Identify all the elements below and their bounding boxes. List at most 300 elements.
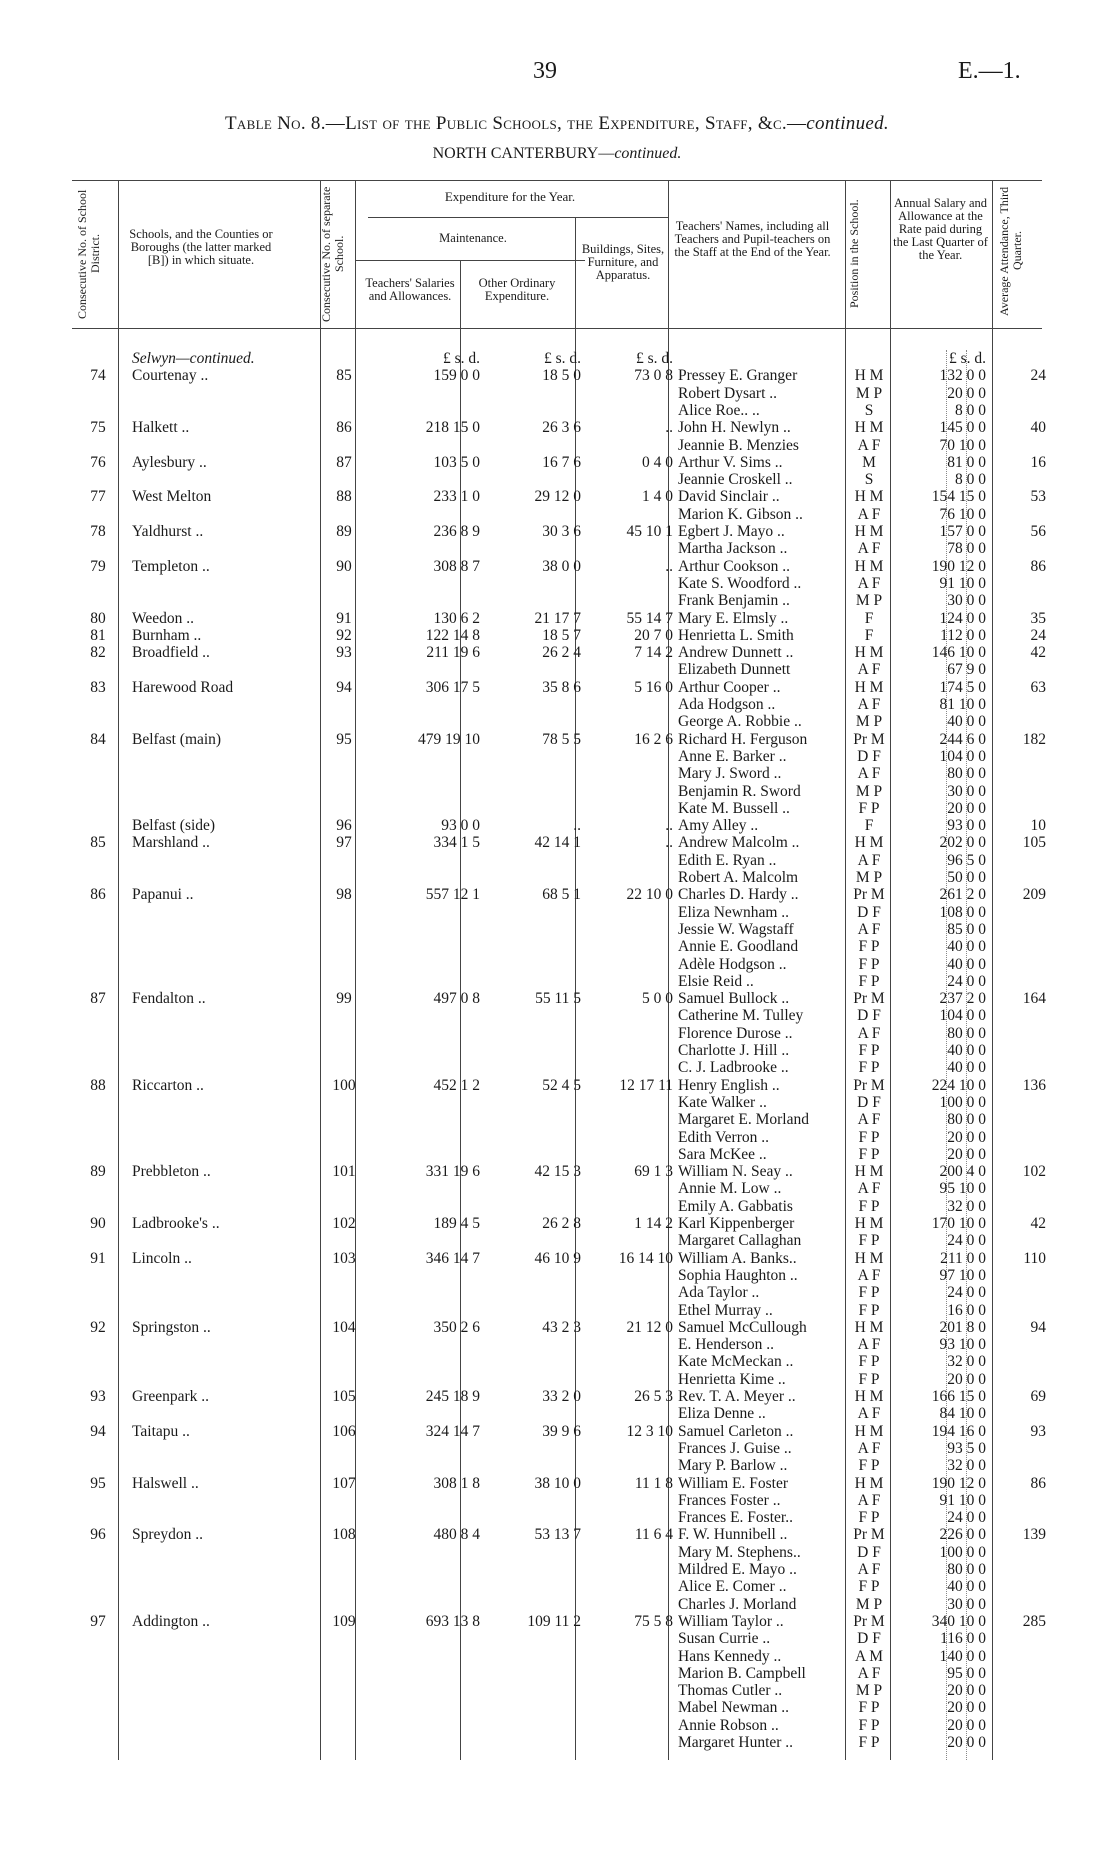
teacher-name: Henrietta Kime .. bbox=[678, 1370, 786, 1388]
table-row bbox=[0, 540, 1114, 557]
table-row bbox=[0, 471, 1114, 488]
teacher-position: D F bbox=[857, 903, 881, 921]
teacher-position: F P bbox=[858, 1128, 880, 1146]
teacher-position: A F bbox=[857, 1266, 881, 1284]
teacher-position: F P bbox=[858, 1716, 880, 1734]
table-row bbox=[0, 1180, 1114, 1197]
header-teachers-names: Teachers' Names, including all Teachers and Pupil-teachers on the Staff at the End of the Year. bbox=[674, 219, 831, 259]
table-row bbox=[0, 1111, 1114, 1128]
table-row bbox=[0, 904, 1114, 921]
teacher-name: Susan Currie .. bbox=[678, 1630, 771, 1648]
other-expenditure-amount: 18 5 0 bbox=[542, 367, 581, 385]
annual-salary: 104 0 0 bbox=[939, 1007, 986, 1025]
annual-salary: 91 10 0 bbox=[939, 574, 986, 592]
table-row bbox=[0, 1613, 1114, 1630]
teacher-name: Charlotte J. Hill .. bbox=[678, 1042, 790, 1059]
school-name: Selwyn—continued. bbox=[132, 350, 255, 367]
teacher-position: H M bbox=[854, 488, 884, 506]
teacher-name: Eliza Denne .. bbox=[678, 1405, 766, 1423]
table-row bbox=[0, 627, 1114, 644]
buildings-amount: 5 0 0 bbox=[642, 990, 673, 1008]
table-row bbox=[0, 1596, 1114, 1613]
annual-salary: 95 0 0 bbox=[947, 1664, 986, 1682]
district-number: 87 bbox=[90, 990, 106, 1008]
teacher-name: William E. Foster bbox=[678, 1474, 789, 1492]
teachers-salaries-amount: 557 12 1 bbox=[425, 886, 480, 904]
teachers-salaries-amount: 245 18 9 bbox=[425, 1388, 480, 1405]
buildings-amount: 75 5 8 bbox=[634, 1612, 673, 1630]
table-row bbox=[0, 1146, 1114, 1163]
school-name: Burnham .. bbox=[132, 626, 202, 644]
table-row bbox=[0, 679, 1114, 696]
other-expenditure-amount: 109 11 2 bbox=[527, 1612, 581, 1630]
annual-salary: 190 12 0 bbox=[931, 1474, 986, 1492]
teacher-name: Jessie W. Wagstaff bbox=[678, 920, 794, 938]
average-attendance: 35 bbox=[1030, 609, 1046, 627]
teacher-name: Emily A. Gabbatis bbox=[678, 1197, 793, 1215]
school-name: Templeton .. bbox=[132, 557, 210, 575]
separate-school-number: 86 bbox=[336, 419, 352, 437]
other-expenditure-amount: 18 5 7 bbox=[542, 626, 581, 644]
teachers-salaries-amount: 350 2 6 bbox=[433, 1318, 480, 1336]
teacher-name: David Sinclair .. bbox=[678, 488, 780, 506]
annual-salary: 190 12 0 bbox=[931, 557, 986, 575]
teacher-position: H M bbox=[854, 1163, 884, 1181]
annual-salary: 132 0 0 bbox=[939, 367, 986, 385]
average-attendance: 42 bbox=[1030, 644, 1046, 662]
teacher-name: Thomas Cutler .. bbox=[678, 1682, 783, 1700]
district-number: 89 bbox=[90, 1163, 106, 1181]
annual-salary: 40 0 0 bbox=[947, 713, 986, 731]
average-attendance: 93 bbox=[1030, 1422, 1046, 1440]
teacher-name: Samuel Bullock .. bbox=[678, 990, 790, 1008]
table-row bbox=[0, 488, 1114, 505]
teacher-name: Andrew Malcolm .. bbox=[678, 834, 800, 852]
annual-salary: 80 0 0 bbox=[947, 1561, 986, 1578]
school-name: Marshland .. bbox=[132, 834, 210, 852]
table-row bbox=[0, 1025, 1114, 1042]
teacher-name: Anne E. Barker .. bbox=[678, 747, 787, 765]
other-expenditure-amount: 16 7 6 bbox=[542, 453, 581, 471]
teacher-name: C. J. Ladbrooke .. bbox=[678, 1059, 789, 1077]
teachers-salaries-amount: 93 0 0 bbox=[441, 817, 480, 835]
school-name: Prebbleton .. bbox=[132, 1163, 211, 1181]
separate-school-number: 103 bbox=[332, 1249, 356, 1267]
annual-salary: 20 0 0 bbox=[947, 384, 986, 402]
teacher-position: F P bbox=[858, 799, 880, 817]
table-row bbox=[0, 350, 1114, 367]
lsd-salary: £ s. d. bbox=[948, 350, 986, 367]
annual-salary: 154 15 0 bbox=[931, 488, 986, 506]
annual-salary: 40 0 0 bbox=[947, 938, 986, 956]
table-row bbox=[0, 886, 1114, 903]
average-attendance: 182 bbox=[1022, 730, 1046, 748]
other-expenditure-amount: 43 2 3 bbox=[542, 1318, 581, 1336]
other-expenditure-amount: 35 8 6 bbox=[542, 678, 581, 696]
table-row bbox=[0, 1129, 1114, 1146]
district-number: 97 bbox=[90, 1612, 106, 1630]
teacher-position: F P bbox=[858, 1509, 880, 1527]
annual-salary: 16 0 0 bbox=[947, 1301, 986, 1319]
teacher-name: Hans Kennedy .. bbox=[678, 1647, 782, 1665]
teacher-position: Pr M bbox=[853, 886, 885, 904]
buildings-amount: 7 14 2 bbox=[634, 644, 673, 662]
teacher-name: Henrietta L. Smith bbox=[678, 626, 794, 644]
average-attendance: 102 bbox=[1022, 1163, 1046, 1181]
teacher-position: D F bbox=[857, 1007, 881, 1025]
table-row bbox=[0, 1648, 1114, 1665]
table-row bbox=[0, 454, 1114, 471]
buildings-amount: 20 7 0 bbox=[634, 626, 673, 644]
teacher-position: F P bbox=[858, 1042, 880, 1059]
teacher-name: Arthur Cookson .. bbox=[678, 557, 790, 575]
teacher-position: H M bbox=[854, 1388, 884, 1405]
header-teachers-salaries: Teachers' Salaries and Allowances. bbox=[365, 276, 455, 303]
buildings-amount: 0 4 0 bbox=[642, 453, 673, 471]
buildings-amount: 16 2 6 bbox=[634, 730, 673, 748]
teacher-name: Samuel Carleton .. bbox=[678, 1422, 794, 1440]
annual-salary: 30 0 0 bbox=[947, 592, 986, 610]
district-number: 77 bbox=[90, 488, 106, 506]
teacher-name: Arthur Cooper .. bbox=[678, 678, 781, 696]
teacher-position: F P bbox=[858, 1699, 880, 1717]
teacher-position: A F bbox=[857, 1491, 881, 1509]
average-attendance: 105 bbox=[1022, 834, 1046, 852]
table-row bbox=[0, 1475, 1114, 1492]
section-code: E.—1. bbox=[958, 58, 1021, 84]
buildings-amount: 5 16 0 bbox=[634, 678, 673, 696]
teacher-position: M P bbox=[855, 869, 883, 886]
buildings-amount: 12 3 10 bbox=[626, 1422, 673, 1440]
teacher-position: A F bbox=[857, 505, 881, 523]
separate-school-number: 95 bbox=[336, 730, 352, 748]
separate-school-number: 99 bbox=[336, 990, 352, 1008]
teacher-position: H M bbox=[854, 678, 884, 696]
table-row bbox=[0, 1371, 1114, 1388]
school-name: Belfast (side) bbox=[132, 817, 216, 835]
teacher-position: Pr M bbox=[853, 1526, 885, 1544]
table-row bbox=[0, 1423, 1114, 1440]
teacher-name: Mary P. Barlow .. bbox=[678, 1457, 788, 1475]
page-number: 39 bbox=[533, 58, 557, 84]
school-name: Springston .. bbox=[132, 1318, 211, 1336]
table-row bbox=[0, 419, 1114, 436]
district-number: 93 bbox=[90, 1388, 106, 1405]
teacher-name: Mildred E. Mayo .. bbox=[678, 1561, 797, 1578]
teacher-position: F P bbox=[858, 1301, 880, 1319]
teacher-position: M P bbox=[855, 1682, 883, 1700]
teachers-salaries-amount: 236 8 9 bbox=[433, 523, 480, 540]
table-row bbox=[0, 1699, 1114, 1716]
table-row bbox=[0, 1319, 1114, 1336]
teacher-name: Charles J. Morland bbox=[678, 1595, 797, 1613]
annual-salary: 20 0 0 bbox=[947, 1716, 986, 1734]
header-buildings: Buildings, Sites, Furniture, and Apparatus. bbox=[581, 242, 665, 282]
teacher-name: Frances E. Foster.. bbox=[678, 1509, 793, 1527]
table-row bbox=[0, 1492, 1114, 1509]
separate-school-number: 98 bbox=[336, 886, 352, 904]
school-name: Broadfield .. bbox=[132, 644, 210, 662]
teacher-position: A F bbox=[857, 661, 881, 679]
teacher-position: Pr M bbox=[853, 730, 885, 748]
teachers-salaries-amount: 324 14 7 bbox=[425, 1422, 480, 1440]
teacher-name: Catherine M. Tulley bbox=[678, 1007, 804, 1025]
table-row bbox=[0, 869, 1114, 886]
other-expenditure-amount: 78 5 5 bbox=[542, 730, 581, 748]
annual-salary: 93 5 0 bbox=[947, 1439, 986, 1457]
separate-school-number: 107 bbox=[332, 1474, 356, 1492]
buildings-amount: 55 14 7 bbox=[626, 609, 673, 627]
annual-salary: 70 10 0 bbox=[939, 436, 986, 454]
separate-school-number: 87 bbox=[336, 453, 352, 471]
teacher-name: Annie E. Goodland bbox=[678, 938, 799, 956]
annual-salary: 140 0 0 bbox=[939, 1647, 986, 1665]
teacher-position: H M bbox=[854, 523, 884, 540]
teacher-name: Jeannie Croskell .. bbox=[678, 471, 793, 489]
teacher-name: Ada Taylor .. bbox=[678, 1284, 760, 1302]
teacher-position: F P bbox=[858, 938, 880, 956]
teacher-position: H M bbox=[854, 834, 884, 852]
teacher-name: Marion K. Gibson .. bbox=[678, 505, 803, 523]
table-row bbox=[0, 1630, 1114, 1647]
buildings-amount: 11 1 8 bbox=[634, 1474, 673, 1492]
teacher-position: A F bbox=[857, 540, 881, 558]
annual-salary: 100 0 0 bbox=[939, 1093, 986, 1111]
teacher-name: Amy Alley .. bbox=[678, 817, 759, 835]
average-attendance: 53 bbox=[1030, 488, 1046, 506]
table-row bbox=[0, 1232, 1114, 1249]
school-name: Ladbrooke's .. bbox=[132, 1215, 220, 1232]
annual-salary: 20 0 0 bbox=[947, 1370, 986, 1388]
teacher-name: Henry English .. bbox=[678, 1076, 780, 1094]
teacher-position: A F bbox=[857, 436, 881, 454]
average-attendance: 24 bbox=[1030, 626, 1046, 644]
annual-salary: 24 0 0 bbox=[947, 1232, 986, 1250]
annual-salary: 157 0 0 bbox=[939, 523, 986, 540]
table-row bbox=[0, 1388, 1114, 1405]
separate-school-number: 102 bbox=[332, 1215, 356, 1232]
buildings-amount: 21 12 0 bbox=[626, 1318, 673, 1336]
teachers-salaries-amount: 122 14 8 bbox=[425, 626, 480, 644]
teachers-salaries-amount: 189 4 5 bbox=[433, 1215, 480, 1232]
district-number: 83 bbox=[90, 678, 106, 696]
table-row bbox=[0, 765, 1114, 782]
separate-school-number: 93 bbox=[336, 644, 352, 662]
average-attendance: 110 bbox=[1023, 1249, 1046, 1267]
average-attendance: 69 bbox=[1030, 1388, 1046, 1405]
average-attendance: 63 bbox=[1030, 678, 1046, 696]
teacher-name: Kate McMeckan .. bbox=[678, 1353, 794, 1371]
annual-salary: 76 10 0 bbox=[939, 505, 986, 523]
annual-salary: 112 0 0 bbox=[940, 626, 986, 644]
teacher-position: H M bbox=[854, 1318, 884, 1336]
separate-school-number: 101 bbox=[332, 1163, 356, 1181]
other-expenditure-amount: 30 3 6 bbox=[542, 523, 581, 540]
other-expenditure-amount: 68 5 1 bbox=[542, 886, 581, 904]
annual-salary: 340 10 0 bbox=[931, 1612, 986, 1630]
table-row bbox=[0, 817, 1114, 834]
teachers-salaries-amount: 159 0 0 bbox=[433, 367, 480, 385]
average-attendance: 10 bbox=[1030, 817, 1046, 835]
region-title bbox=[0, 145, 1114, 163]
teacher-position: A F bbox=[857, 1439, 881, 1457]
teacher-name: Mary J. Sword .. bbox=[678, 765, 782, 783]
average-attendance: 164 bbox=[1022, 990, 1046, 1008]
buildings-amount: 45 10 1 bbox=[626, 523, 673, 540]
teacher-position: F P bbox=[858, 1232, 880, 1250]
teacher-position: D F bbox=[857, 1543, 881, 1561]
average-attendance: 86 bbox=[1030, 557, 1046, 575]
teacher-name: Ada Hodgson .. bbox=[678, 696, 776, 713]
teachers-salaries-amount: 306 17 5 bbox=[425, 678, 480, 696]
lsd-buildings: £ s. d. bbox=[635, 350, 673, 367]
school-name: Halswell .. bbox=[132, 1474, 199, 1492]
annual-salary: 20 0 0 bbox=[947, 1145, 986, 1163]
buildings-amount: 1 4 0 bbox=[642, 488, 673, 506]
teacher-name: Eliza Newnham .. bbox=[678, 903, 790, 921]
table-row bbox=[0, 1682, 1114, 1699]
teacher-position: A F bbox=[857, 1024, 881, 1042]
buildings-amount: 11 6 4 bbox=[634, 1526, 673, 1544]
teacher-position: Pr M bbox=[853, 1612, 885, 1630]
school-name: Riccarton .. bbox=[132, 1076, 204, 1094]
district-number: 76 bbox=[90, 453, 106, 471]
table-row bbox=[0, 1509, 1114, 1526]
other-expenditure-amount: 46 10 9 bbox=[534, 1249, 581, 1267]
table-row bbox=[0, 1215, 1114, 1232]
table-row bbox=[0, 402, 1114, 419]
teacher-name: E. Henderson .. bbox=[678, 1336, 774, 1354]
average-attendance: 42 bbox=[1030, 1215, 1046, 1232]
teacher-position: A F bbox=[857, 1405, 881, 1423]
teacher-position: A F bbox=[857, 696, 881, 713]
annual-salary: 84 10 0 bbox=[939, 1405, 986, 1423]
teacher-name: Margaret Callaghan bbox=[678, 1232, 802, 1250]
average-attendance: 139 bbox=[1022, 1526, 1046, 1544]
table-row bbox=[0, 385, 1114, 402]
header-average: Average Attendance, Third Quarter. bbox=[997, 186, 1024, 316]
table-row bbox=[0, 1457, 1114, 1474]
table-row bbox=[0, 1198, 1114, 1215]
table-row bbox=[0, 1665, 1114, 1682]
separate-school-number: 108 bbox=[332, 1526, 356, 1544]
annual-salary: 95 10 0 bbox=[939, 1180, 986, 1198]
teacher-name: Sara McKee .. bbox=[678, 1145, 767, 1163]
teacher-name: Kate M. Bussell .. bbox=[678, 799, 790, 817]
teacher-name: Egbert J. Mayo .. bbox=[678, 523, 785, 540]
annual-salary: 93 0 0 bbox=[947, 817, 986, 835]
table-row bbox=[0, 1042, 1114, 1059]
average-attendance: 56 bbox=[1030, 523, 1046, 540]
annual-salary: 174 5 0 bbox=[939, 678, 986, 696]
teacher-name: Jeannie B. Menzies bbox=[678, 436, 799, 454]
buildings-amount: 16 14 10 bbox=[618, 1249, 673, 1267]
teacher-name: Frances Foster .. bbox=[678, 1491, 781, 1509]
school-name: Weedon .. bbox=[132, 609, 195, 627]
teacher-position: D F bbox=[857, 1630, 881, 1648]
average-attendance: 94 bbox=[1030, 1318, 1046, 1336]
header-other-expenditure: Other Ordinary Expenditure. bbox=[478, 276, 556, 303]
teacher-name: William Taylor .. bbox=[678, 1612, 784, 1630]
teacher-position: F P bbox=[858, 1353, 880, 1371]
table-row bbox=[0, 1734, 1114, 1751]
teacher-name: George A. Robbie .. bbox=[678, 713, 802, 731]
buildings-amount: .. bbox=[665, 557, 673, 575]
average-attendance: 24 bbox=[1030, 367, 1046, 385]
annual-salary: 20 0 0 bbox=[947, 1128, 986, 1146]
table-row bbox=[0, 1250, 1114, 1267]
annual-salary: 100 0 0 bbox=[939, 1543, 986, 1561]
other-expenditure-amount: .. bbox=[573, 817, 581, 835]
header-schools: Schools, and the Counties or Boroughs (the latter marked [B]) in which situate. bbox=[129, 227, 273, 267]
teacher-position: S bbox=[864, 471, 874, 489]
table-row bbox=[0, 800, 1114, 817]
table-row bbox=[0, 731, 1114, 748]
teacher-position: F bbox=[864, 626, 874, 644]
teacher-position: A F bbox=[857, 1561, 881, 1578]
district-number: 84 bbox=[90, 730, 106, 748]
annual-salary: 8 0 0 bbox=[955, 401, 986, 419]
separate-school-number: 105 bbox=[332, 1388, 356, 1405]
annual-salary: 20 0 0 bbox=[947, 1682, 986, 1700]
annual-salary: 78 0 0 bbox=[947, 540, 986, 558]
district-number: 95 bbox=[90, 1474, 106, 1492]
annual-salary: 226 0 0 bbox=[939, 1526, 986, 1544]
teacher-position: F bbox=[864, 817, 874, 835]
annual-salary: 40 0 0 bbox=[947, 1578, 986, 1596]
teacher-position: H M bbox=[854, 367, 884, 385]
teacher-position: F P bbox=[858, 972, 880, 990]
other-expenditure-amount: 21 17 7 bbox=[534, 609, 581, 627]
annual-salary: 32 0 0 bbox=[947, 1197, 986, 1215]
teacher-position: A F bbox=[857, 574, 881, 592]
teacher-position: H M bbox=[854, 557, 884, 575]
teacher-name: Kate Walker .. bbox=[678, 1093, 767, 1111]
other-expenditure-amount: 29 12 0 bbox=[534, 488, 581, 506]
teacher-name: Marion B. Campbell bbox=[678, 1664, 806, 1682]
other-expenditure-amount: 26 3 6 bbox=[542, 419, 581, 437]
teachers-salaries-amount: 218 15 0 bbox=[425, 419, 480, 437]
teacher-name: Martha Jackson .. bbox=[678, 540, 788, 558]
other-expenditure-amount: 39 9 6 bbox=[542, 1422, 581, 1440]
separate-school-number: 94 bbox=[336, 678, 352, 696]
annual-salary: 85 0 0 bbox=[947, 920, 986, 938]
annual-salary: 194 16 0 bbox=[931, 1422, 986, 1440]
teacher-name: Charles D. Hardy .. bbox=[678, 886, 799, 904]
teacher-position: M P bbox=[855, 592, 883, 610]
district-number: 90 bbox=[90, 1215, 106, 1232]
table-row bbox=[0, 1578, 1114, 1595]
average-attendance: 285 bbox=[1022, 1612, 1046, 1630]
separate-school-number: 92 bbox=[336, 626, 352, 644]
separate-school-number: 109 bbox=[332, 1612, 356, 1630]
table-row bbox=[0, 748, 1114, 765]
buildings-amount: 1 14 2 bbox=[634, 1215, 673, 1232]
annual-salary: 80 0 0 bbox=[947, 765, 986, 783]
annual-salary: 20 0 0 bbox=[947, 1734, 986, 1751]
teacher-name: Elizabeth Dunnett bbox=[678, 661, 791, 679]
school-name: Yaldhurst .. bbox=[132, 523, 204, 540]
teacher-position: F P bbox=[858, 1578, 880, 1596]
table-row bbox=[0, 938, 1114, 955]
teacher-name: Adèle Hodgson .. bbox=[678, 955, 787, 973]
teacher-name: Robert A. Malcolm bbox=[678, 869, 799, 886]
table-row bbox=[0, 973, 1114, 990]
annual-salary: 116 0 0 bbox=[940, 1630, 986, 1648]
teacher-name: Mabel Newman .. bbox=[678, 1699, 790, 1717]
teacher-name: Robert Dysart .. bbox=[678, 384, 778, 402]
teacher-name: Frances J. Guise .. bbox=[678, 1439, 792, 1457]
